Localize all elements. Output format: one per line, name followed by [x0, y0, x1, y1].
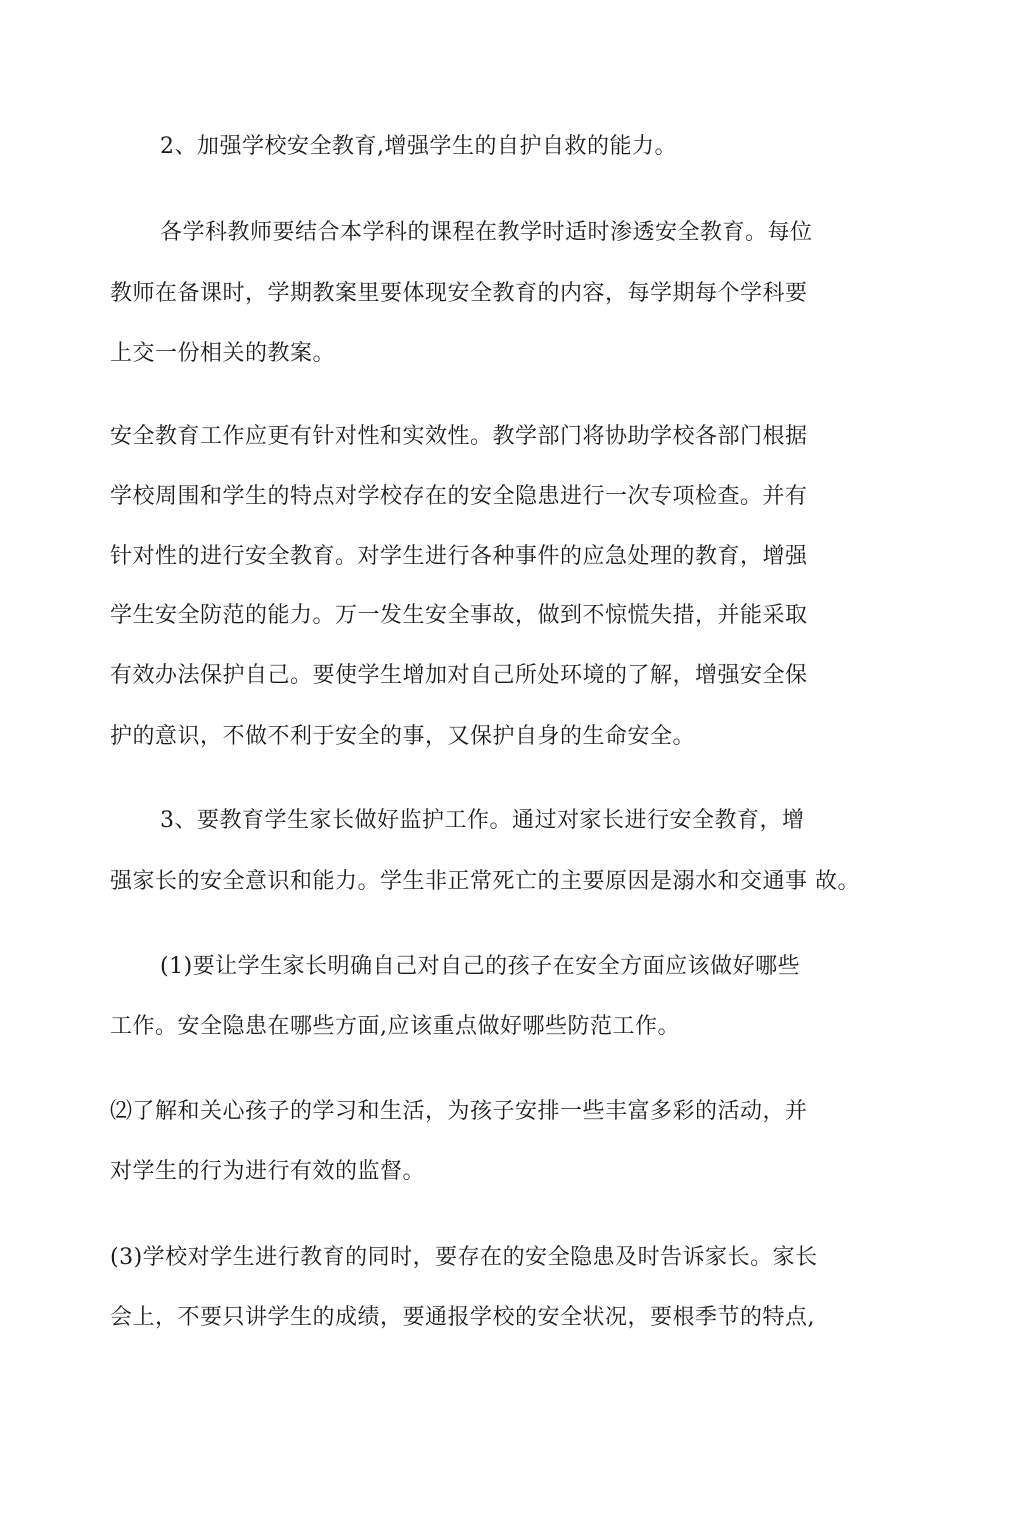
paragraph-3-line-4: 学生安全防范的能力。万一发生安全事故，做到不惊慌失措，并能采取 [110, 603, 808, 628]
paragraph-1-line-1: 2、加强学校安全教育,增强学生的自护自救的能力。 [160, 134, 677, 159]
paragraph-2-line-1: 各学科教师要结合本学科的课程在教学时适时渗透安全教育。每位 [160, 220, 813, 245]
paragraph-7-line-2: 会上，不要只讲学生的成绩，要通报学校的安全状况，要根季节的特点, [110, 1305, 815, 1330]
paragraph-5-line-1: (1)要让学生家长明确自己对自己的孩子在安全方面应该做好哪些 [160, 954, 801, 979]
paragraph-5-line-2: 工作。安全隐患在哪些方面,应该重点做好哪些防范工作。 [110, 1014, 680, 1039]
paragraph-3-line-6: 护的意识，不做不利于安全的事，又保护自身的生命安全。 [110, 724, 696, 749]
paragraph-6-line-1: ⑵了解和关心孩子的学习和生活，为孩子安排一些丰富多彩的活动，并 [110, 1099, 808, 1124]
paragraph-3-line-2: 学校周围和学生的特点对学校存在的安全隐患进行一次专项检查。并有 [110, 484, 808, 509]
paragraph-3-line-3: 针对性的进行安全教育。对学生进行各种事件的应急处理的教育，增强 [110, 544, 808, 569]
paragraph-7-line-1: (3)学校对学生进行教育的同时，要存在的安全隐患及时告诉家长。家长 [110, 1245, 818, 1270]
paragraph-2-line-2: 教师在备课时，学期教案里要体现安全教育的内容，每学期每个学科要 [110, 281, 808, 306]
paragraph-3-line-5: 有效办法保护自己。要使学生增加对自己所处环境的了解，增强安全保 [110, 663, 808, 688]
paragraph-2-line-3: 上交一份相关的教案。 [110, 341, 336, 366]
paragraph-4-line-2: 强家长的安全意识和能力。学生非正常死亡的主要原因是溺水和交通事 故。 [110, 869, 860, 894]
paragraph-6-line-2: 对学生的行为进行有效的监督。 [110, 1159, 426, 1184]
paragraph-3-line-1: 安全教育工作应更有针对性和实效性。教学部门将协助学校各部门根据 [110, 424, 808, 449]
paragraph-4-line-1: 3、要教育学生家长做好监护工作。通过对家长进行安全教育，增 [160, 808, 805, 833]
